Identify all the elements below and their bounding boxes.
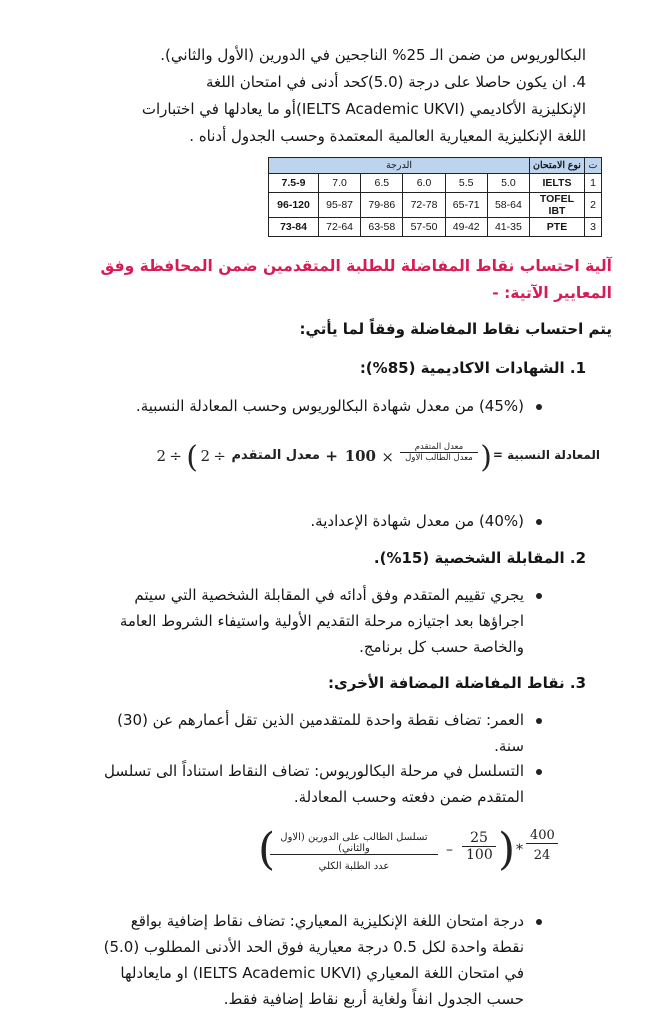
section-heading-line-1: آلية احتساب نقاط المفاضلة للطلبة المتقدمين ضمن المحافظة وفق xyxy=(100,257,612,275)
interview-line-3: والخاصة حسب كل برنامج. xyxy=(359,638,524,656)
score-cell: 65-71 xyxy=(445,193,487,218)
section-1-bullet-2: (40%) من معدل شهادة الإعدادية. xyxy=(310,512,524,530)
table-row xyxy=(269,218,602,237)
intro-line-2: 4. ان يكون حاصلا على درجة (5.0)كحد أدنى في امتحان اللغة xyxy=(205,73,586,91)
english-line-2: نقطة واحدة لكل 0.5 درجة معيارية فوق الحد الأدنى المطلوب (5.0) xyxy=(103,938,524,956)
row-num: 3 xyxy=(585,218,602,237)
relative-average-formula xyxy=(156,438,600,482)
row-num: 2 xyxy=(585,193,602,218)
table-row xyxy=(269,174,602,193)
score-cell: 6.0 xyxy=(403,174,445,193)
fraction-numerator: 400 xyxy=(530,828,555,843)
score-cell: 5.0 xyxy=(487,174,529,193)
bullet-icon xyxy=(536,718,542,724)
plus-sign: + xyxy=(325,447,338,465)
section-heading-line-2: المعايير الآتية: - xyxy=(492,284,612,302)
exam-name: PTE xyxy=(530,218,585,237)
section-3-title: 3. نقاط المفاضلة المضافة الأخرى: xyxy=(328,674,586,692)
paren-open: ( xyxy=(480,440,492,475)
formula-label: المعادلة النسبية = xyxy=(492,448,600,462)
applicant-over-top-fraction xyxy=(400,442,478,463)
paren-open: ( xyxy=(258,824,276,875)
score-cell: 63-58 xyxy=(361,218,403,237)
applicant-average-term: معدل المتقدم xyxy=(231,448,320,463)
interview-line-2: اجراؤها بعد اجتيازه مرحلة التقديم الأولية واستيفاء الشروط العامة xyxy=(119,612,524,630)
fraction-denominator: 100 xyxy=(462,846,496,863)
fraction-denominator: معدل الطالب الاول xyxy=(400,452,478,463)
sequence-points-formula xyxy=(258,822,558,878)
intro-line-3: الإنكليزية الأكاديمي (IELTS Academic UKVI)أو ما يعادلها في اختبارات xyxy=(141,100,586,118)
sequence-line-2: المتقدم ضمن دفعته وحسب المعادلة. xyxy=(293,788,524,806)
bullet-icon xyxy=(536,404,542,410)
score-cell: 41-35 xyxy=(487,218,529,237)
fraction-numerator: 25 xyxy=(470,830,488,846)
header-num: ت xyxy=(585,158,602,174)
intro-line-4: اللغة الإنكليزية المعيارية العالمية المعتمدة وحسب الجدول أدناه . xyxy=(189,127,586,145)
score-cell: 49-42 xyxy=(445,218,487,237)
divide-sign: ÷ xyxy=(213,447,226,465)
score-cell: 73-84 xyxy=(269,218,319,237)
score-cell: 5.5 xyxy=(445,174,487,193)
row-num: 1 xyxy=(585,174,602,193)
table-row xyxy=(269,193,602,218)
hundred-value: 100 xyxy=(344,447,376,465)
divide-sign: ÷ xyxy=(169,447,182,465)
fraction-numerator: تسلسل الطالب على الدورين (الاول والثاني) xyxy=(280,832,428,854)
fraction-denominator: 24 xyxy=(526,843,558,863)
header-scores: الدرجة xyxy=(269,158,530,174)
fraction-denominator: عدد الطلبة الكلي xyxy=(270,854,438,872)
exam-requirements-table xyxy=(268,157,602,237)
age-line-1: العمر: تضاف نقطة واحدة للمتقدمين الذين تقل أعمارهم عن (30) xyxy=(117,711,524,729)
score-cell: 79-86 xyxy=(361,193,403,218)
section-2-title: 2. المقابلة الشخصية (15%). xyxy=(373,549,586,567)
score-cell: 7.5-9 xyxy=(269,174,319,193)
paren-close: ) xyxy=(186,440,198,475)
score-cell: 72-78 xyxy=(403,193,445,218)
intro-line-1: البكالوريوس من ضمن الـ 25% الناجحين في الدورين (الأول والثاني). xyxy=(160,46,586,64)
header-exam-type: نوع الامتحان xyxy=(530,158,585,174)
english-line-3: في امتحان اللغة المعياري (IELTS Academic UKVI) او مايعادلها xyxy=(120,964,524,982)
two-value: 2 xyxy=(156,447,166,465)
interview-line-1: يجري تقييم المتقدم وفق أدائه في المقابلة الشخصية التي سيتم xyxy=(134,586,524,604)
minus-sign: – xyxy=(446,842,453,858)
multiply-sign: * xyxy=(516,842,523,858)
age-line-2: سنة. xyxy=(494,737,524,755)
bullet-icon xyxy=(536,519,542,525)
score-cell: 58-64 xyxy=(487,193,529,218)
section-1-title: 1. الشهادات الاكاديمية (85%): xyxy=(359,359,586,377)
english-line-1: درجة امتحان اللغة الإنكليزية المعياري: تضاف نقاط إضافية بواقع xyxy=(130,912,524,930)
score-cell: 7.0 xyxy=(318,174,360,193)
score-cell: 57-50 xyxy=(403,218,445,237)
score-cell: 95-87 xyxy=(318,193,360,218)
calc-intro: يتم احتساب نقاط المفاضلة وفقاً لما يأتي: xyxy=(299,320,612,338)
paren-close: ) xyxy=(498,824,516,875)
exam-name: IELTS xyxy=(530,174,585,193)
sequence-line-1: التسلسل في مرحلة البكالوريوس: تضاف النقاط استناداً الى تسلسل xyxy=(103,762,524,780)
bullet-icon xyxy=(536,593,542,599)
fraction-numerator: معدل المتقدم xyxy=(414,442,464,452)
scale-fraction xyxy=(526,828,558,863)
quarter-fraction xyxy=(462,830,496,863)
english-line-4: حسب الجدول انفاً ولغاية أربع نقاط إضافية فقط. xyxy=(223,990,524,1008)
bullet-icon xyxy=(536,919,542,925)
score-cell: 6.5 xyxy=(361,174,403,193)
times-sign: × xyxy=(381,448,394,466)
bullet-icon xyxy=(536,769,542,775)
sequence-fraction xyxy=(270,832,438,872)
score-cell: 96-120 xyxy=(269,193,319,218)
section-1-bullet-1: (45%) من معدل شهادة البكالوريوس وحسب المعادلة النسبية. xyxy=(135,397,524,415)
table-header-row xyxy=(269,158,602,174)
two-value: 2 xyxy=(200,447,210,465)
exam-name: TOFEL IBT xyxy=(530,193,585,218)
score-cell: 72-64 xyxy=(318,218,360,237)
